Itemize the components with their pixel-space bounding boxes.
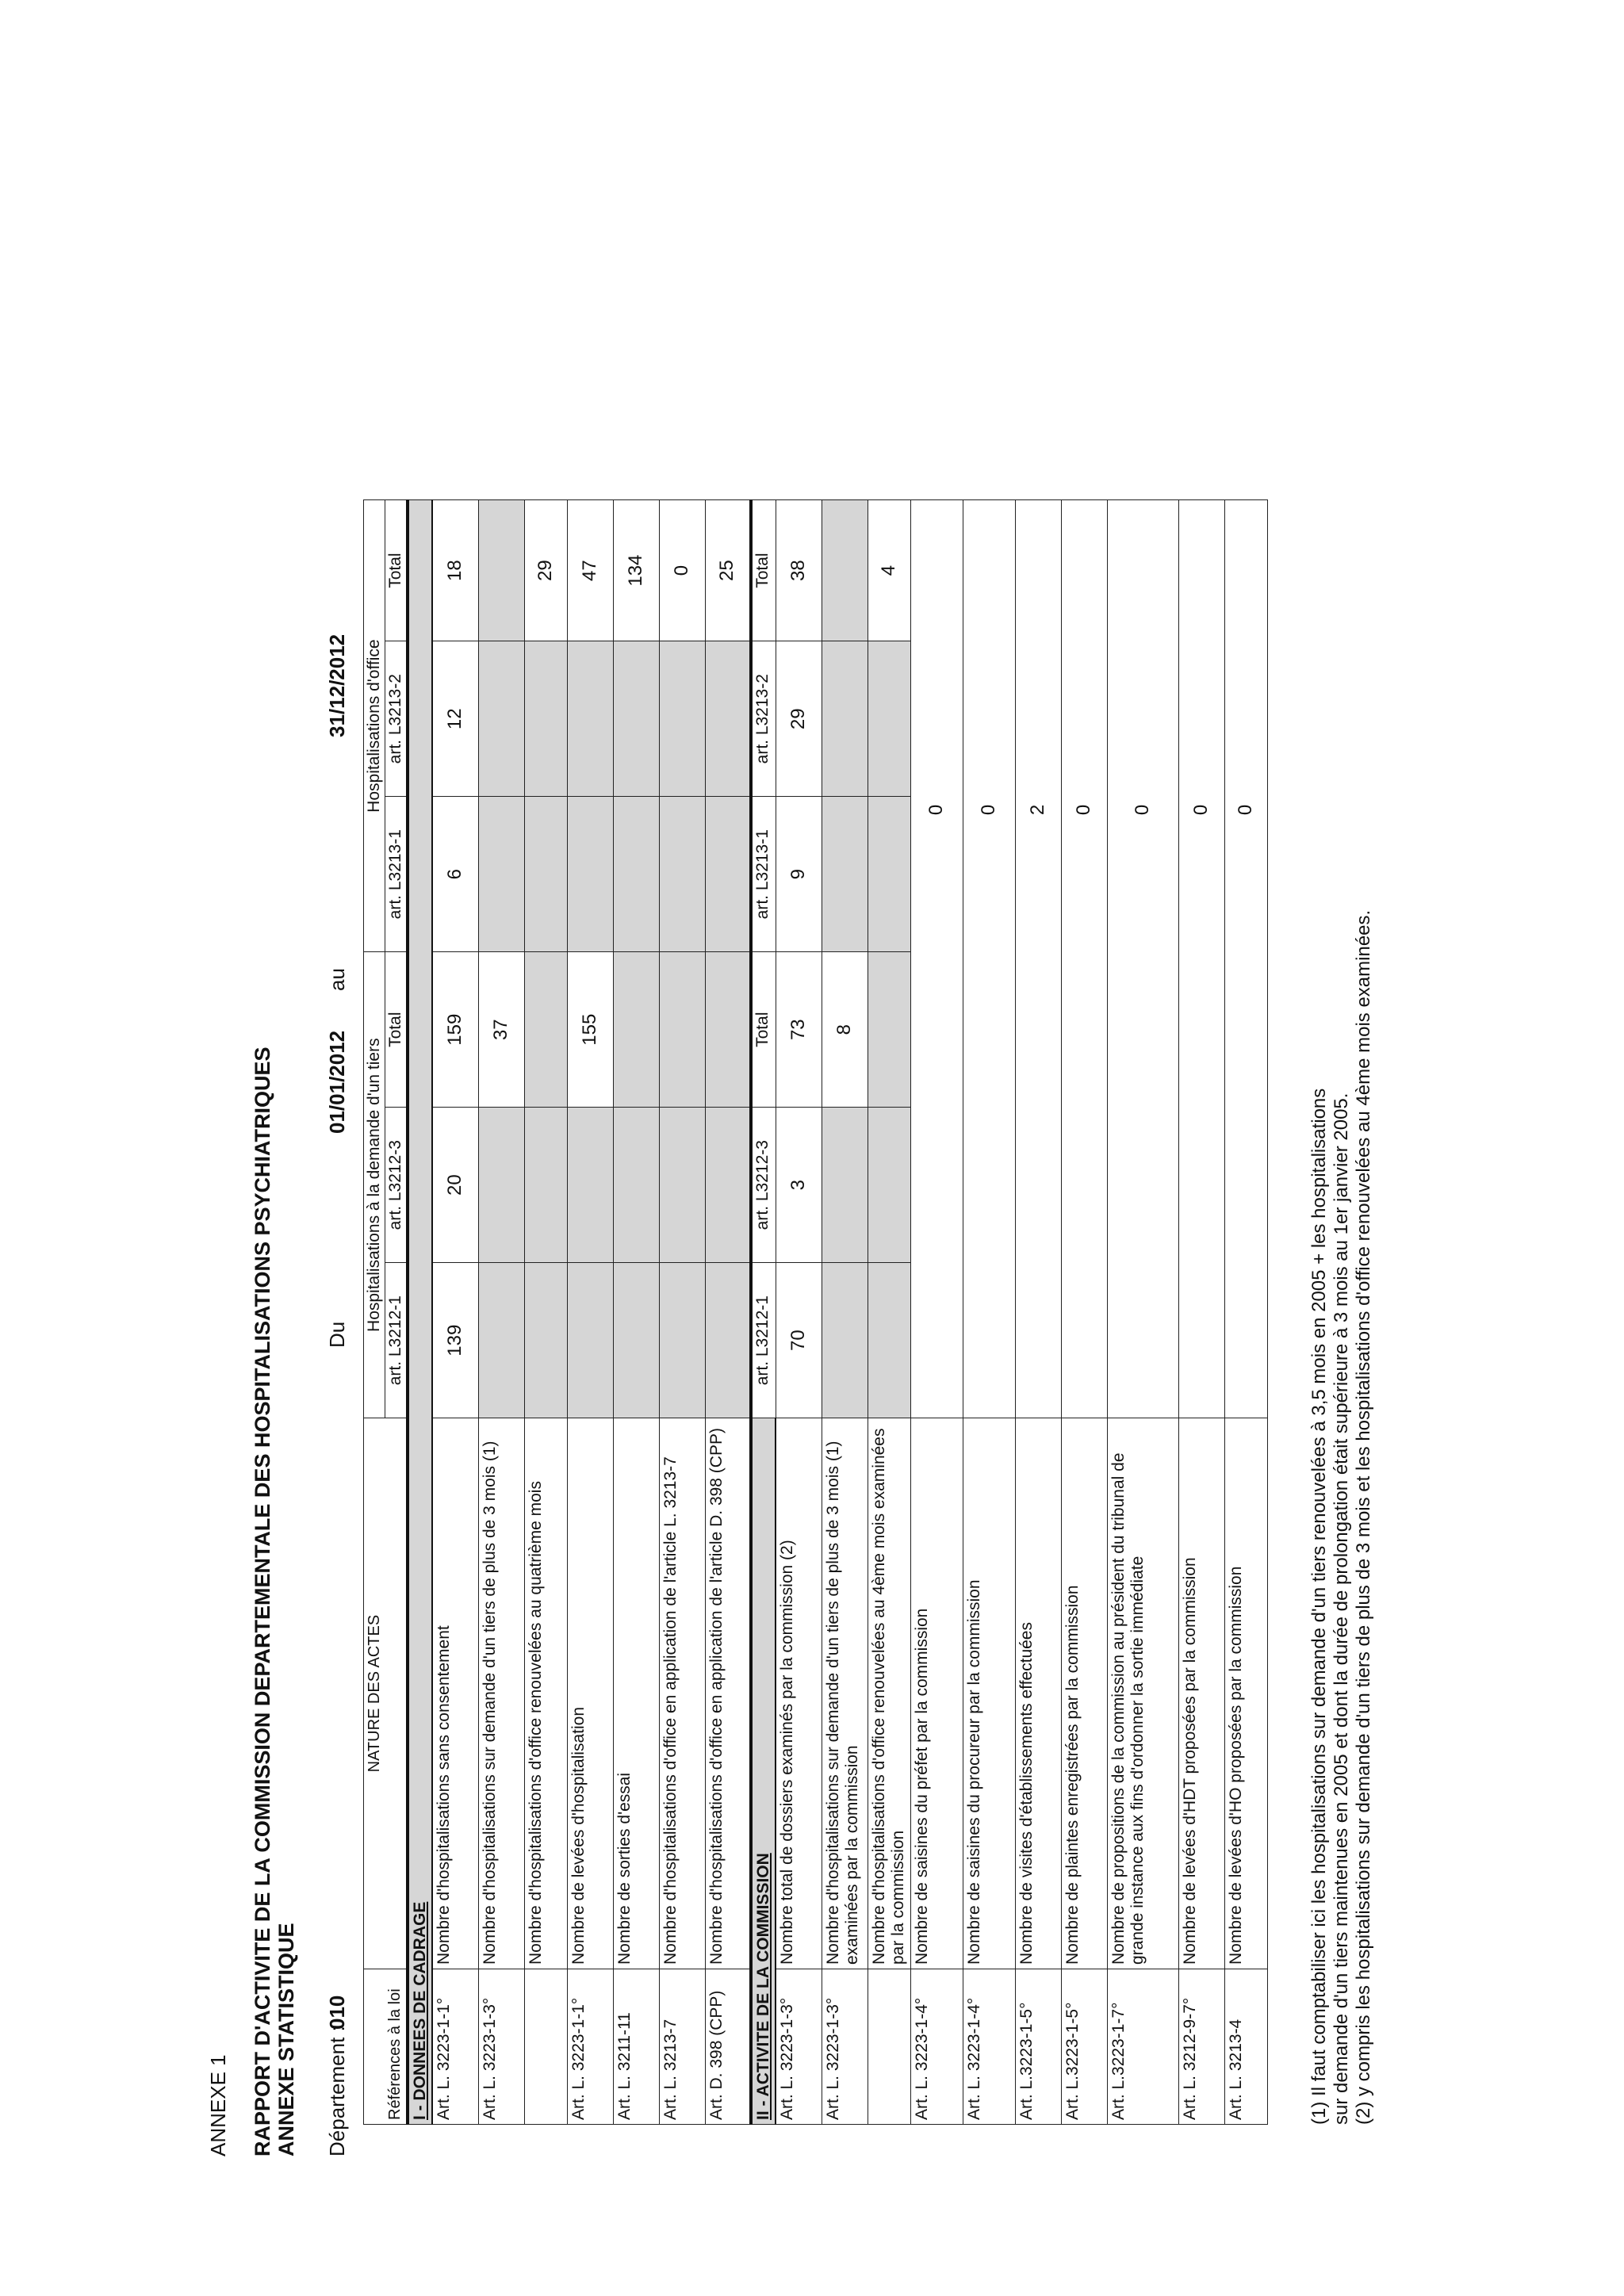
table-row (705, 500, 751, 2125)
row-nature: Nombre d'hospitalisations d'office renouvelées au 4ème mois examinées par la commission (868, 1418, 910, 1969)
table-row (822, 500, 868, 2125)
cell-b: 3 (776, 1108, 822, 1263)
cell-t2 (822, 500, 868, 641)
row-nature: Nombre total de dossiers examinés par la commission (2) (776, 1418, 822, 1969)
cell-d (659, 641, 705, 797)
date-start: 01/01/2012 (325, 1030, 349, 1134)
cell-t: 37 (478, 952, 524, 1108)
row-reference: Art. L.3223-1-5° (1061, 1969, 1107, 2125)
table-row (1061, 500, 1107, 2125)
cell-a (868, 1263, 910, 1418)
table-row (1178, 500, 1224, 2125)
cell-t: 73 (776, 952, 822, 1108)
row-reference: Art. L. 3223-1-3° (478, 1969, 524, 2125)
table-row (567, 500, 613, 2125)
sub-header-art-l3213-2: art. L3213-2 (751, 641, 776, 797)
cell-c (822, 797, 868, 952)
row-reference: Art. L. 3223-1-1° (432, 1969, 478, 2125)
cell-t (868, 952, 910, 1108)
cell-t (524, 952, 567, 1108)
cell-a (822, 1263, 868, 1418)
table-row (868, 500, 910, 2125)
row-nature: Nombre d'hospitalisations d'office en application de l'article D. 398 (CPP) (705, 1418, 751, 1969)
cell-c (478, 797, 524, 952)
cell-d: 29 (776, 641, 822, 797)
header-art-l3212-3: art. L3212-3 (385, 1108, 408, 1263)
row-nature: Nombre de levées d'hospitalisation (567, 1418, 613, 1969)
table-row (1224, 500, 1267, 2125)
cell-value: 0 (1224, 500, 1267, 1418)
cell-b (567, 1108, 613, 1263)
header-references: Références à la loi (364, 1969, 408, 2125)
cell-t2 (478, 500, 524, 641)
cell-d (705, 641, 751, 797)
row-reference: Art. L. 3211-11 (613, 1969, 659, 2125)
cell-a (478, 1263, 524, 1418)
row-nature: Nombre de levées d'HDT proposées par la commission (1178, 1418, 1224, 1969)
row-reference: Art. L.3223-1-7° (1107, 1969, 1178, 2125)
cell-d (567, 641, 613, 797)
cell-b (524, 1108, 567, 1263)
cell-t2: 4 (868, 500, 910, 641)
sub-header-art-l3213-1: art. L3213-1 (751, 797, 776, 952)
header-total-hdt: Total (385, 952, 408, 1108)
page-subtitle: ANNEXE STATISTIQUE (274, 1923, 298, 2156)
cell-t2: 47 (567, 500, 613, 641)
cell-c (613, 797, 659, 952)
header-art-l3212-1: art. L3212-1 (385, 1263, 408, 1418)
row-reference: Art. L. 3213-7 (659, 1969, 705, 2125)
row-reference: Art. L. 3223-1-3° (822, 1969, 868, 2125)
cell-t (613, 952, 659, 1108)
cell-c (524, 797, 567, 952)
row-reference: Art. L. 3213-4 (1224, 1969, 1267, 2125)
row-reference (868, 1969, 910, 2125)
section-activite: II - ACTIVITE DE LA COMMISSION (751, 1418, 776, 2125)
cell-value: 0 (1107, 500, 1178, 1418)
sub-header-total-hdt: Total (751, 952, 776, 1108)
row-nature: Nombre de levées d'HO proposées par la commission (1224, 1418, 1267, 1969)
header-art-l3213-2: art. L3213-2 (385, 641, 408, 797)
cell-t2: 38 (776, 500, 822, 641)
section-cadrage: I - DONNEES DE CADRAGE (408, 500, 432, 2125)
row-nature: Nombre d'hospitalisations d'office en application de l'article L. 3213-7 (659, 1418, 705, 1969)
cell-d (822, 641, 868, 797)
cell-d (613, 641, 659, 797)
table-row (478, 500, 524, 2125)
row-reference: Art. L. 3223-1-4° (963, 1969, 1015, 2125)
cell-a: 139 (432, 1263, 478, 1418)
row-nature: Nombre de visites d'établissements effectuées (1015, 1418, 1061, 1969)
row-nature: Nombre de sorties d'essai (613, 1418, 659, 1969)
cell-b (659, 1108, 705, 1263)
page-title: RAPPORT D'ACTIVITE DE LA COMMISSION DEPARTEMENTALE DES HOSPITALISATIONS PSYCHIATRIQUES (251, 1047, 274, 2156)
table-row (776, 500, 822, 2125)
cell-b (613, 1108, 659, 1263)
table-row (613, 500, 659, 2125)
cell-c (705, 797, 751, 952)
departement-value: 010 (325, 1995, 349, 2030)
sub-header-art-l3212-3: art. L3212-3 (751, 1108, 776, 1263)
table-row (963, 500, 1015, 2125)
cell-t2: 25 (705, 500, 751, 641)
table-row (659, 500, 705, 2125)
cell-value: 0 (1061, 500, 1107, 1418)
row-reference: Art. D. 398 (CPP) (705, 1969, 751, 2125)
header-group-ho: Hospitalisations d'office (364, 500, 385, 952)
row-reference: Art. L. 3223-1-3° (776, 1969, 822, 2125)
row-reference (524, 1969, 567, 2125)
row-nature: Nombre d'hospitalisations d'office renouvelées au quatrième mois (524, 1418, 567, 1969)
du-label: Du (325, 1321, 349, 1348)
row-nature: Nombre de plaintes enregistrées par la commission (1061, 1418, 1107, 1969)
departement-label: Département : (325, 2026, 349, 2156)
row-nature: Nombre d'hospitalisations sur demande d'un tiers de plus de 3 mois (1) examinées par la commission (822, 1418, 868, 1969)
cell-d (524, 641, 567, 797)
cell-b (868, 1108, 910, 1263)
date-end: 31/12/2012 (325, 633, 349, 737)
row-nature: Nombre de saisines du préfet par la commission (910, 1418, 963, 1969)
sub-header-total-ho: Total (751, 500, 776, 641)
header-nature: NATURE DES ACTES (364, 1418, 408, 1969)
cell-c (868, 797, 910, 952)
row-nature: Nombre d'hospitalisations sans consentement (432, 1418, 478, 1969)
table-row (524, 500, 567, 2125)
cell-d: 12 (432, 641, 478, 797)
cell-d (478, 641, 524, 797)
header-total-ho: Total (385, 500, 408, 641)
rotated-page (206, 476, 1380, 2156)
table-row (1107, 500, 1178, 2125)
cell-b (822, 1108, 868, 1263)
cell-value: 0 (1178, 500, 1224, 1418)
cell-b (705, 1108, 751, 1263)
cell-t2: 134 (613, 500, 659, 641)
cell-c (659, 797, 705, 952)
cell-c: 6 (432, 797, 478, 952)
table-row (910, 500, 963, 2125)
row-nature: Nombre de saisines du procureur par la commission (963, 1418, 1015, 1969)
footnote-1: (1) Il faut comptabiliser ici les hospitalisations sur demande d'un tiers renouvelées à 3,5 mois en 2005 + les hospitalisations (1308, 1088, 1330, 2125)
cell-t: 155 (567, 952, 613, 1108)
cell-c (567, 797, 613, 952)
header-art-l3213-1: art. L3213-1 (385, 797, 408, 952)
cell-b: 20 (432, 1108, 478, 1263)
cell-a (524, 1263, 567, 1418)
cell-t (659, 952, 705, 1108)
cell-t2: 29 (524, 500, 567, 641)
cell-value: 2 (1015, 500, 1061, 1418)
cell-b (478, 1108, 524, 1263)
footnote-2: (2) y compris les hospitalisations sur demande d'un tiers de plus de 3 mois et les hospitalisations d'office renouvelées au 4ème mois examinées. (1353, 909, 1374, 2125)
cell-t (705, 952, 751, 1108)
row-nature: Nombre d'hospitalisations sur demande d'un tiers de plus de 3 mois (1) (478, 1418, 524, 1969)
sub-header-art-l3212-1: art. L3212-1 (751, 1263, 776, 1418)
header-group-hdt: Hospitalisations à la demande d'un tiers (364, 952, 385, 1418)
cell-a (613, 1263, 659, 1418)
statistics-table (363, 499, 1268, 2125)
row-reference: Art. L. 3223-1-1° (567, 1969, 613, 2125)
cell-value: 0 (910, 500, 963, 1418)
cell-a: 70 (776, 1263, 822, 1418)
cell-t: 8 (822, 952, 868, 1108)
cell-d (868, 641, 910, 797)
cell-value: 0 (963, 500, 1015, 1418)
table-row (1015, 500, 1061, 2125)
cell-t2: 0 (659, 500, 705, 641)
cell-t: 159 (432, 952, 478, 1108)
footnote-1-continued: sur demande d'un tiers maintenues en 2005 et dont la durée de prolongation était supérieure à 3 mois au 1er janvier 2005. (1331, 1093, 1352, 2125)
cell-a (567, 1263, 613, 1418)
cell-a (659, 1263, 705, 1418)
row-reference: Art. L. 3212-9-7° (1178, 1969, 1224, 2125)
au-label: au (325, 968, 349, 991)
cell-t2: 18 (432, 500, 478, 641)
cell-a (705, 1263, 751, 1418)
row-nature: Nombre de propositions de la commission au président du tribunal de grande instance aux fins d'ordonner la sortie immédiate (1107, 1418, 1178, 1969)
row-reference: Art. L.3223-1-5° (1015, 1969, 1061, 2125)
table-row (432, 500, 478, 2125)
cell-c: 9 (776, 797, 822, 952)
annexe-label: ANNEXE 1 (206, 2054, 230, 2156)
row-reference: Art. L. 3223-1-4° (910, 1969, 963, 2125)
